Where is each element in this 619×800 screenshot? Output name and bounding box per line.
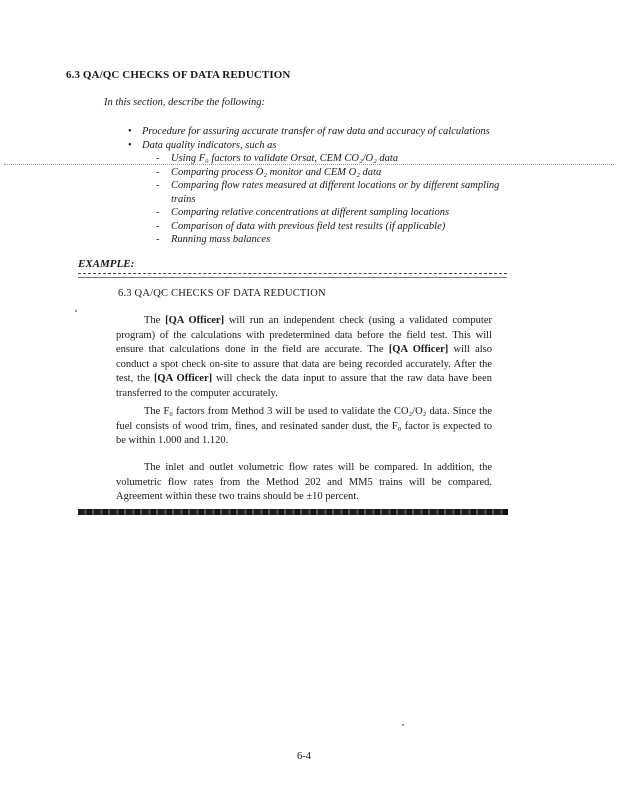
list-item xyxy=(128,139,548,247)
example-label: EXAMPLE: xyxy=(78,258,135,270)
sub-list-item: - Comparing flow rates measured at different locations or by different sampling trains xyxy=(156,179,548,206)
example-heading: 6.3 QA/QC CHECKS OF DATA REDUCTION xyxy=(118,288,326,299)
sub-list-item: - Running mass balances xyxy=(156,233,548,247)
example-paragraph-1 xyxy=(116,314,492,401)
sub-list-item: - Comparing process O₂ monitor and CEM O₂ data xyxy=(156,166,548,180)
placeholder-qa-officer: [QA Officer] xyxy=(165,315,225,326)
scan-speck xyxy=(402,724,404,726)
para-text: will also conduct a spot check on-site to assure that data are being recorded accurately. After the test, the xyxy=(116,344,492,384)
placeholder-qa-officer: [QA Officer] xyxy=(153,373,213,384)
list-item-label: Data quality indicators, such as xyxy=(142,139,277,151)
sub-list-item: - Comparing relative concentrations at different sampling locations xyxy=(156,206,548,220)
instruction-text: In this section, describe the following: xyxy=(104,97,265,108)
para-text: The xyxy=(144,315,166,326)
sub-list xyxy=(142,152,548,247)
page-number: 6-4 xyxy=(297,751,311,762)
example-top-rule xyxy=(78,273,507,274)
sub-list-item: - Comparison of data with previous field test results (if applicable) xyxy=(156,220,548,234)
example-paragraph-2: The F₀ factors from Method 3 will be used to validate the CO₂/O₂ data. Since the fuel consists of wood trim, fines, and resinated sander dust, the F₀ factor is expected to be within 1.000 and 1.120. xyxy=(116,406,492,446)
example-top-rule-inner xyxy=(78,277,507,278)
section-heading: 6.3 QA/QC CHECKS OF DATA REDUCTION xyxy=(66,69,291,81)
sub-list-item: - Using F₀ factors to validate Orsat, CEM CO₂/O₂ data xyxy=(156,152,548,166)
guidance-list xyxy=(128,125,548,247)
example-paragraph-3: The inlet and outlet volumetric flow rates will be compared. In addition, the volumetric flow rates from the Method 202 and MM5 trains will be compared. Agreement within these two trains should be ±10 percent. xyxy=(116,462,492,502)
scan-speck xyxy=(75,310,77,312)
example-bottom-rule xyxy=(78,509,508,515)
list-item: • Procedure for assuring accurate transfer of raw data and accuracy of calculations xyxy=(128,125,548,139)
para-text: will check the data input to assure that the raw data have been transferred to the computer accurately. xyxy=(116,373,492,399)
para-text: will run an independent check (using a validated computer program) of the calculations with predetermined data before the field test. This will ensure that calculations done in the field are accurate. The xyxy=(116,315,492,355)
placeholder-qa-officer: [QA Officer] xyxy=(388,344,449,355)
